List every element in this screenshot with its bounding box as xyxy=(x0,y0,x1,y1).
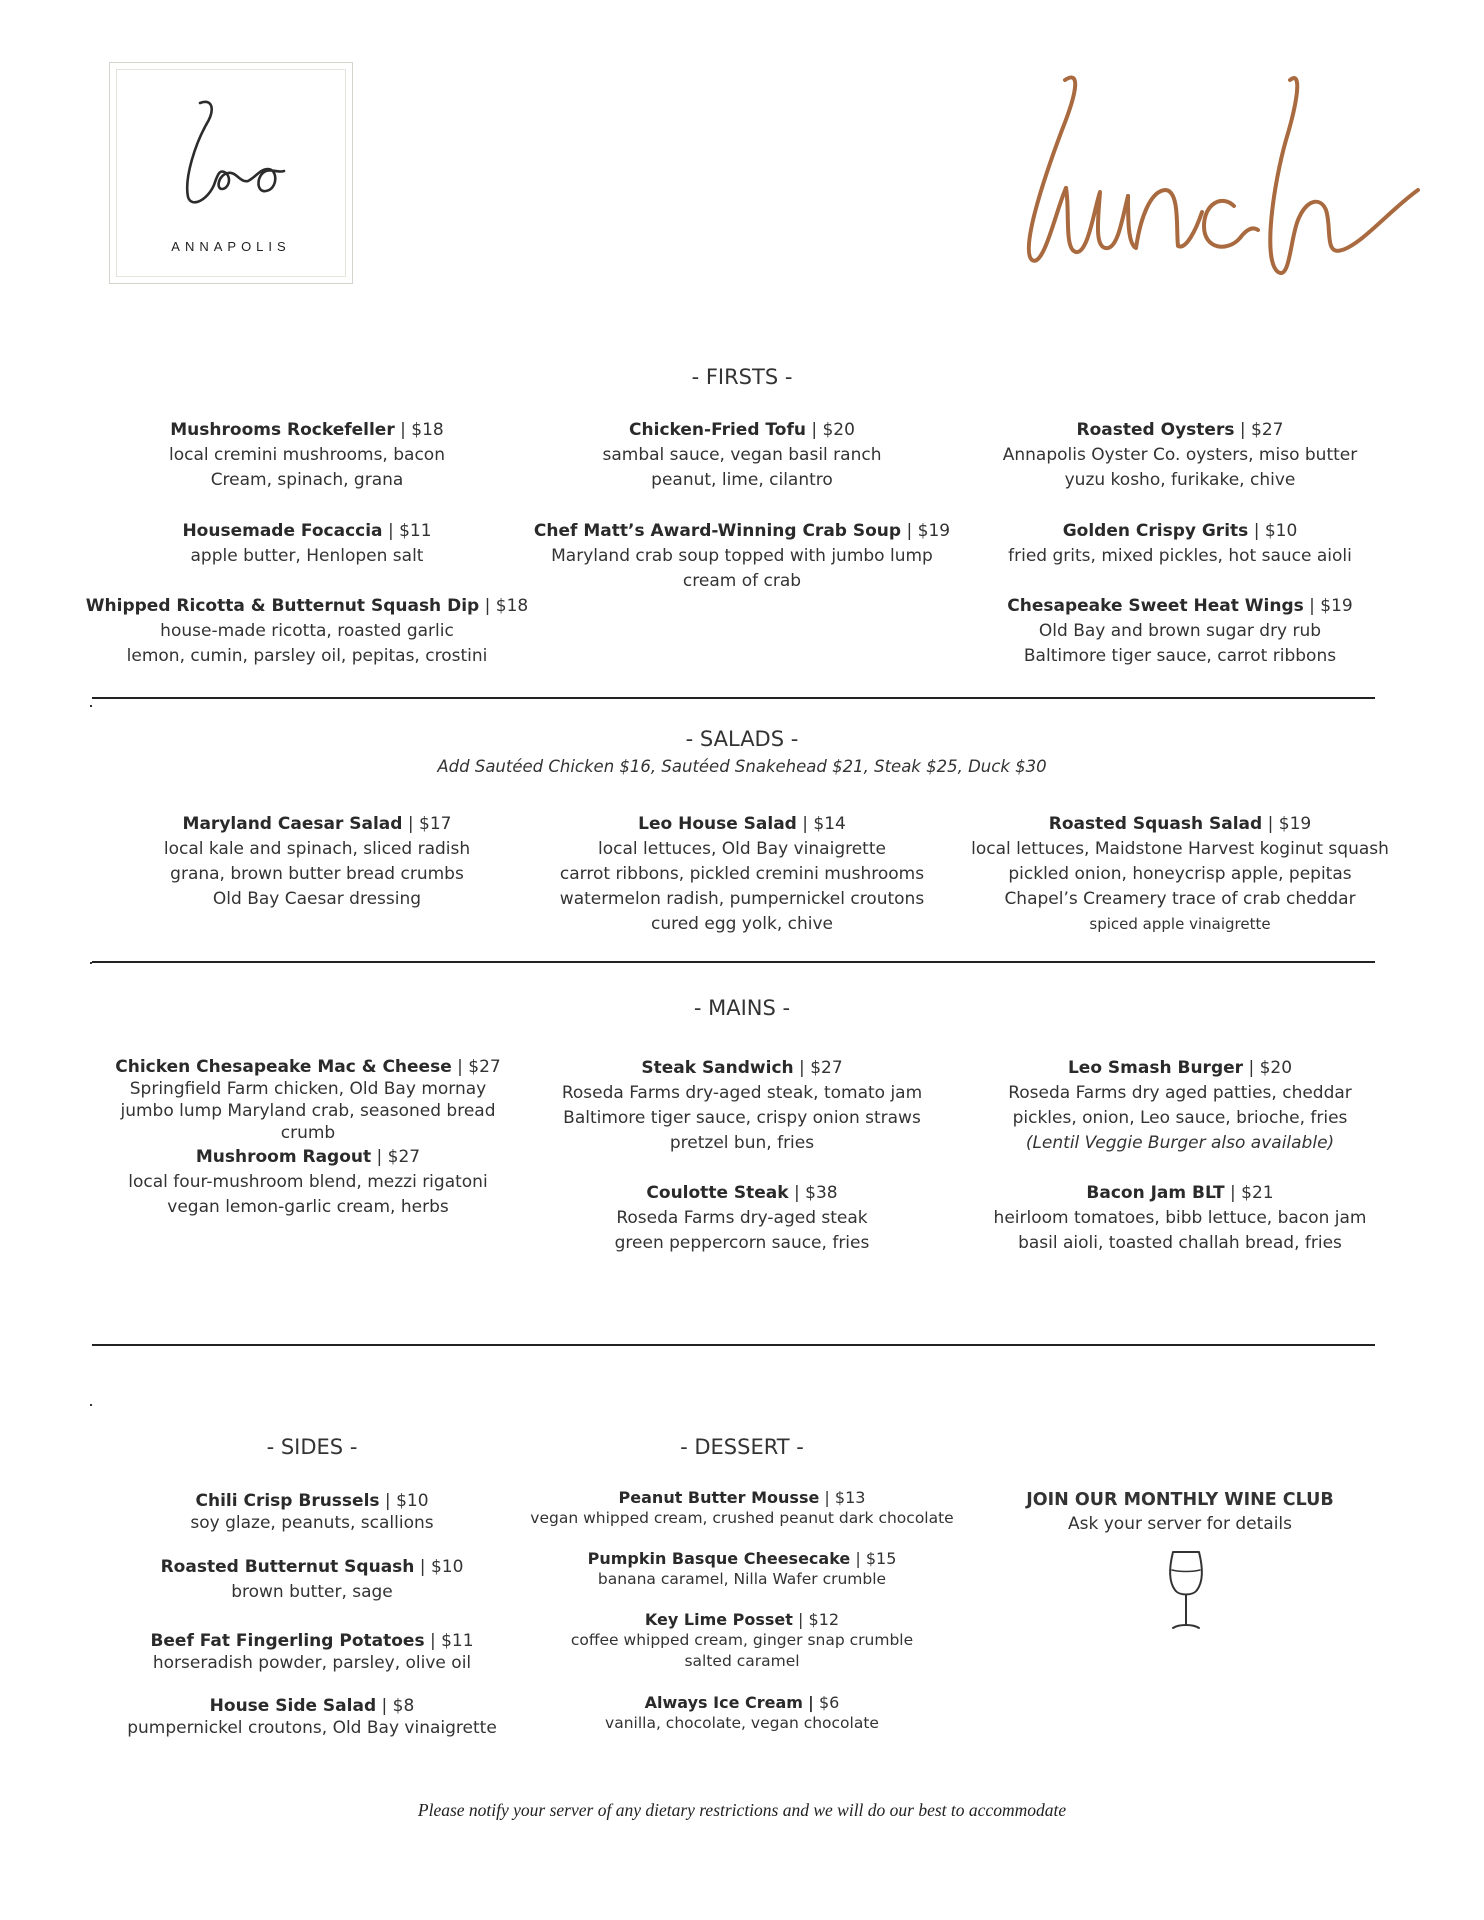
item-name: Maryland Caesar Salad xyxy=(182,814,403,834)
price-separator: | xyxy=(808,1693,814,1712)
item-description: local four-mushroom blend, mezzi rigatoni vegan lemon-garlic cream, herbs xyxy=(128,1172,488,1217)
price-separator: | xyxy=(824,1488,830,1507)
item-price: $6 xyxy=(818,1693,840,1712)
item-description: pumpernickel croutons, Old Bay vinaigrette xyxy=(127,1718,497,1738)
menu-item-chili-crisp-brussels xyxy=(92,1490,532,1534)
menu-item-whipped-ricotta xyxy=(72,594,542,669)
price-separator: | xyxy=(802,814,808,834)
item-name: Leo Smash Burger xyxy=(1067,1058,1244,1078)
price-separator: | xyxy=(1239,420,1246,440)
item-price: $10 xyxy=(396,1491,429,1511)
lunch-heading-text: lunch xyxy=(990,60,993,61)
item-description: Annapolis Oyster Co. oysters, miso butter yuzu kosho, furikake, chive xyxy=(1002,445,1358,490)
menu-item-housemade-focaccia xyxy=(72,519,542,569)
leo-script-logo xyxy=(170,93,290,213)
menu-item-fingerling-potatoes xyxy=(92,1630,532,1674)
item-description: vegan whipped cream, crushed peanut dark chocolate xyxy=(530,1509,954,1527)
item-description: house-made ricotta, roasted garlic lemon, cumin, parsley oil, pepitas, crostini xyxy=(126,621,488,666)
menu-item-coulotte-steak xyxy=(512,1181,972,1256)
menu-item-always-ice-cream xyxy=(512,1692,972,1734)
dessert-title: - DESSERT - xyxy=(680,1435,804,1459)
item-name: Chicken Chesapeake Mac & Cheese xyxy=(115,1057,452,1077)
item-name: Roasted Oysters xyxy=(1076,420,1235,440)
item-description: local kale and spinach, sliced radish grana, brown butter bread crumbs Old Bay Caesar dressing xyxy=(163,839,471,909)
price-separator: | xyxy=(793,1183,800,1203)
item-name: House Side Salad xyxy=(209,1696,377,1716)
price-separator: | xyxy=(457,1057,463,1077)
item-name: Always Ice Cream xyxy=(644,1693,803,1712)
menu-item-mushrooms-rockefeller xyxy=(72,418,542,493)
menu-item-golden-crispy-grits xyxy=(940,519,1420,569)
item-price: $15 xyxy=(865,1549,897,1568)
price-separator: | xyxy=(855,1549,861,1568)
divider-dot xyxy=(90,1404,92,1406)
salads-add-on-note: Add Sautéed Chicken $16, Sautéed Snakehead $21, Steak $25, Duck $30 xyxy=(437,757,1047,776)
menu-item-mushroom-ragout xyxy=(92,1145,524,1220)
menu-item-house-side-salad xyxy=(92,1695,532,1739)
menu-item-roasted-squash-salad xyxy=(960,812,1400,937)
item-price: $11 xyxy=(399,521,432,541)
item-price: $18 xyxy=(411,420,444,440)
item-price: $19 xyxy=(1278,814,1312,834)
item-description: Old Bay and brown sugar dry rub Baltimore tiger sauce, carrot ribbons xyxy=(1023,621,1337,666)
salads-title: - SALADS - xyxy=(685,727,799,751)
price-separator: | xyxy=(484,596,491,616)
price-separator: | xyxy=(381,1696,388,1716)
item-note: (Lentil Veggie Burger also available) xyxy=(1025,1133,1335,1153)
item-price: $17 xyxy=(419,814,452,834)
dietary-notice: Please notify your server of any dietary restrictions and we will do our best to accommodate xyxy=(417,1800,1067,1820)
item-name: Whipped Ricotta & Butternut Squash Dip xyxy=(85,596,480,616)
menu-item-bacon-jam-blt xyxy=(960,1181,1400,1256)
item-name: Chef Matt’s Award-Winning Crab Soup xyxy=(533,521,902,541)
item-price: $38 xyxy=(805,1183,838,1203)
item-description: local cremini mushrooms, bacon Cream, spinach, grana xyxy=(169,445,445,490)
divider-dot xyxy=(90,705,92,707)
menu-item-roasted-oysters xyxy=(940,418,1420,493)
price-separator: | xyxy=(798,1610,804,1629)
item-description: Roseda Farms dry-aged steak, tomato jam Baltimore tiger sauce, crispy onion straws pretzel bun, fries xyxy=(561,1083,923,1153)
item-name: Pumpkin Basque Cheesecake xyxy=(587,1549,851,1568)
section-divider xyxy=(92,961,1375,963)
price-separator: | xyxy=(429,1631,436,1651)
item-description: vanilla, chocolate, vegan chocolate xyxy=(605,1714,879,1732)
item-price: $10 xyxy=(430,1557,464,1577)
item-description: local lettuces, Maidstone Harvest koginut squash pickled onion, honeycrisp apple, pepitas Chapel’s Creamery trace of crab cheddar xyxy=(971,839,1389,909)
item-price: $8 xyxy=(392,1696,415,1716)
price-separator: | xyxy=(1309,596,1315,616)
item-description: banana caramel, Nilla Wafer crumble xyxy=(597,1570,887,1588)
item-name: Beef Fat Fingerling Potatoes xyxy=(150,1631,425,1651)
firsts-title: - FIRSTS - xyxy=(691,365,793,389)
menu-item-crab-soup xyxy=(512,519,972,594)
price-separator: | xyxy=(811,420,818,440)
item-price: $14 xyxy=(813,814,846,834)
price-separator: | xyxy=(376,1147,383,1167)
menu-item-leo-smash-burger xyxy=(960,1056,1400,1156)
price-separator: | xyxy=(407,814,414,834)
item-name: Chili Crisp Brussels xyxy=(195,1491,380,1511)
wine-club-subtitle: Ask your server for details xyxy=(1068,1514,1292,1534)
item-name: Roasted Squash Salad xyxy=(1048,814,1263,834)
wine-club-title: JOIN OUR MONTHLY WINE CLUB xyxy=(1026,1490,1334,1510)
item-description: coffee whipped cream, ginger snap crumble salted caramel xyxy=(570,1631,914,1670)
menu-item-peanut-butter-mousse xyxy=(512,1487,972,1529)
item-name: Peanut Butter Mousse xyxy=(618,1488,820,1507)
item-name: Chicken-Fried Tofu xyxy=(629,420,806,440)
item-price: $20 xyxy=(822,420,855,440)
menu-item-chicken-fried-tofu xyxy=(512,418,972,493)
sides-title: - SIDES - xyxy=(266,1435,358,1459)
item-price: $12 xyxy=(808,1610,840,1629)
item-price: $19 xyxy=(1320,596,1353,616)
item-name: Golden Crispy Grits xyxy=(1062,521,1249,541)
menu-item-mac-and-cheese xyxy=(92,1056,524,1144)
lunch-script-heading xyxy=(990,60,1430,300)
price-separator: | xyxy=(799,1058,805,1078)
menu-item-pumpkin-basque-cheesecake xyxy=(512,1548,972,1590)
section-divider xyxy=(92,1344,1375,1346)
item-name: Steak Sandwich xyxy=(641,1058,794,1078)
price-separator: | xyxy=(384,1491,391,1511)
price-separator: | xyxy=(1248,1058,1255,1078)
restaurant-logo xyxy=(109,62,353,284)
price-separator: | xyxy=(400,420,406,440)
item-price: $18 xyxy=(495,596,529,616)
item-name: Mushrooms Rockefeller xyxy=(170,420,395,440)
item-description: soy glaze, peanuts, scallions xyxy=(190,1513,434,1533)
item-price: $19 xyxy=(917,521,951,541)
item-price: $27 xyxy=(468,1057,501,1077)
wine-club-promo xyxy=(980,1488,1380,1536)
price-separator: | xyxy=(1253,521,1260,541)
item-description: horseradish powder, parsley, olive oil xyxy=(152,1653,472,1673)
item-name: Bacon Jam BLT xyxy=(1086,1183,1225,1203)
item-description: brown butter, sage xyxy=(231,1582,393,1602)
item-description: Springfield Farm chicken, Old Bay mornay jumbo lump Maryland crab, seasoned bread crumb xyxy=(120,1079,496,1143)
item-price: $27 xyxy=(810,1058,843,1078)
item-description: local lettuces, Old Bay vinaigrette carrot ribbons, pickled cremini mushrooms watermelon radish, pumpernickel croutons cured egg yolk, chive xyxy=(559,839,925,934)
price-separator: | xyxy=(1267,814,1274,834)
item-description: fried grits, mixed pickles, hot sauce aioli xyxy=(1008,546,1352,566)
item-description: Maryland crab soup topped with jumbo lump cream of crab xyxy=(551,546,933,591)
item-price: $20 xyxy=(1259,1058,1293,1078)
item-name: Leo House Salad xyxy=(638,814,797,834)
price-separator: | xyxy=(419,1557,426,1577)
section-divider xyxy=(92,697,1375,699)
menu-item-leo-house-salad xyxy=(512,812,972,937)
wine-glass-icon xyxy=(1163,1548,1209,1634)
price-separator: | xyxy=(387,521,394,541)
item-description: Roseda Farms dry aged patties, cheddar pickles, onion, Leo sauce, brioche, fries xyxy=(1008,1083,1352,1128)
item-name: Key Lime Posset xyxy=(644,1610,793,1629)
logo-subtitle: ANNAPOLIS xyxy=(171,239,291,254)
divider-dot xyxy=(90,962,92,964)
item-price: $21 xyxy=(1241,1183,1274,1203)
item-description: Roseda Farms dry-aged steak green peppercorn sauce, fries xyxy=(614,1208,870,1253)
item-description: sambal sauce, vegan basil ranch peanut, lime, cilantro xyxy=(602,445,882,490)
item-description: apple butter, Henlopen salt xyxy=(190,546,424,566)
item-name: Chesapeake Sweet Heat Wings xyxy=(1007,596,1304,616)
menu-item-roasted-butternut-squash xyxy=(92,1555,532,1605)
item-price: $13 xyxy=(834,1488,866,1507)
item-name: Roasted Butternut Squash xyxy=(160,1557,415,1577)
item-description: heirloom tomatoes, bibb lettuce, bacon jam basil aioli, toasted challah bread, fries xyxy=(993,1208,1367,1253)
mains-title: - MAINS - xyxy=(693,996,791,1020)
item-price: $11 xyxy=(441,1631,474,1651)
menu-item-key-lime-posset xyxy=(512,1609,972,1672)
item-price: $27 xyxy=(1251,420,1284,440)
menu-item-sweet-heat-wings xyxy=(940,594,1420,669)
item-price: $27 xyxy=(387,1147,421,1167)
menu-item-steak-sandwich xyxy=(512,1056,972,1156)
logo-script-text: leo xyxy=(170,93,172,94)
item-description-extra: spiced apple vinaigrette xyxy=(1089,915,1271,933)
item-name: Housemade Focaccia xyxy=(182,521,383,541)
item-name: Coulotte Steak xyxy=(646,1183,789,1203)
price-separator: | xyxy=(1230,1183,1236,1203)
item-price: $10 xyxy=(1264,521,1298,541)
menu-item-maryland-caesar xyxy=(92,812,542,912)
item-name: Mushroom Ragout xyxy=(195,1147,372,1167)
price-separator: | xyxy=(906,521,913,541)
